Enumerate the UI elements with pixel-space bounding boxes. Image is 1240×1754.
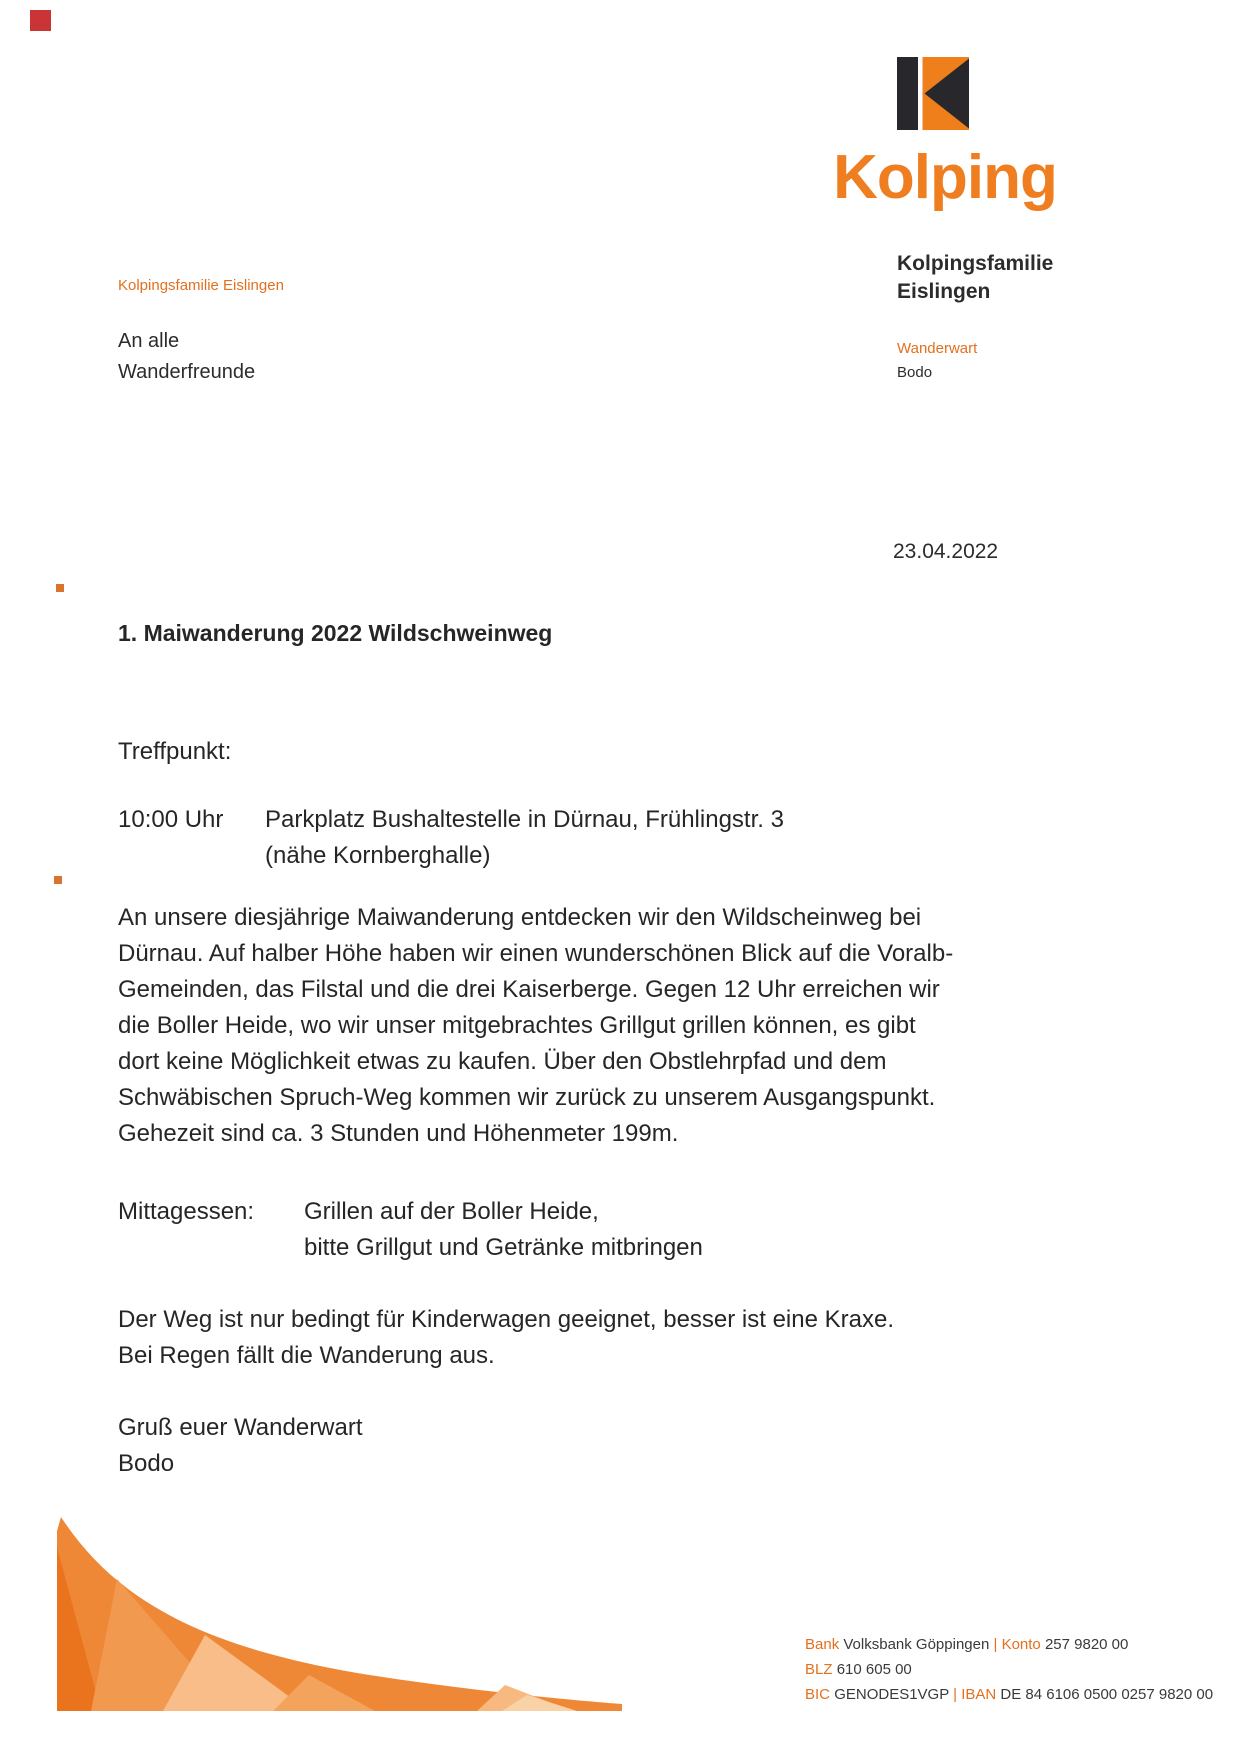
note-line1: Der Weg ist nur bedingt für Kinderwagen geeignet, besser ist eine Kraxe. [118,1306,894,1333]
org-name-line2: Eislingen [897,280,991,303]
text-line: Dürnau. Auf halber Höhe haben wir einen wunderschönen Blick auf die Voralb- [118,940,954,967]
bank-line2 [805,1657,1213,1682]
iban-value: DE 84 6106 0500 0257 9820 00 [1000,1686,1214,1703]
meeting-label: Treffpunkt: [118,738,232,765]
bic-label: BIC [805,1686,831,1703]
fold-mark-top [56,584,64,592]
meeting-row [118,802,784,874]
separator: | [993,1636,998,1653]
separator: | [953,1686,958,1703]
closing-line1: Gruß euer Wanderwart [118,1414,363,1441]
letter-date: 23.04.2022 [893,540,999,563]
bank-value: Volksbank Göppingen [843,1636,990,1653]
bank-label: Bank [805,1636,840,1653]
bank-line1 [805,1632,1213,1657]
lunch-label: Mittagessen: [118,1198,255,1225]
text-line: Schwäbischen Spruch-Weg kommen wir zurück zu unserem Ausgangspunkt. [118,1084,936,1111]
meeting-place [265,802,784,874]
lunch-line2: bitte Grillgut und Getränke mitbringen [304,1234,703,1261]
text-line: An unsere diesjährige Maiwanderung entdecken wir den Wildscheinweg bei [118,904,922,931]
red-square-mark [30,10,51,31]
recipient-line1: An alle [118,330,180,352]
text-line: Gehezeit sind ca. 3 Stunden und Höhenmeter 199m. [118,1120,679,1147]
blz-label: BLZ [805,1661,833,1678]
lunch-line1: Grillen auf der Boller Heide, [304,1198,599,1225]
recipient-line2: Wanderfreunde [118,361,256,383]
footer-swoosh-graphic [57,1517,622,1711]
closing-block [118,1410,363,1482]
iban-label: IBAN [961,1686,997,1703]
text-line: die Boller Heide, wo wir unser mitgebrachtes Grillgut grillen können, es gibt [118,1012,916,1039]
kolping-wordmark: Kolping [833,143,1057,212]
blz-value: 610 605 00 [836,1661,912,1678]
text-line: dort keine Möglichkeit etwas zu kaufen. Über den Obstlehrpfad und dem [118,1048,887,1075]
note-block [118,1302,894,1374]
org-name [897,250,1053,306]
role-label: Wanderwart [897,340,978,357]
role-name: Bodo [897,364,933,381]
lunch-details [304,1194,703,1266]
konto-label: Konto [1001,1636,1041,1653]
body-paragraph [118,900,1058,1152]
fold-mark-middle [54,876,62,884]
meeting-time: 10:00 Uhr [118,806,224,833]
recipient-address [118,326,255,388]
subject-line: 1. Maiwanderung 2022 Wildschweinweg [118,620,553,646]
bic-value: GENODES1VGP [834,1686,949,1703]
kolping-logo-icon [897,57,969,130]
org-name-line1: Kolpingsfamilie [897,252,1054,275]
bank-line3 [805,1682,1213,1707]
sender-line: Kolpingsfamilie Eislingen [118,277,284,294]
lunch-row [118,1194,703,1266]
text-line: Gemeinden, das Filstal und die drei Kaiserberge. Gegen 12 Uhr erreichen wir [118,976,940,1003]
bank-details [805,1632,1213,1707]
closing-line2: Bodo [118,1450,175,1477]
note-line2: Bei Regen fällt die Wanderung aus. [118,1342,495,1369]
konto-value: 257 9820 00 [1044,1636,1129,1653]
meeting-place-line1: Parkplatz Bushaltestelle in Dürnau, Frühlingstr. 3 [265,806,784,833]
meeting-place-line2: (nähe Kornberghalle) [265,842,491,869]
